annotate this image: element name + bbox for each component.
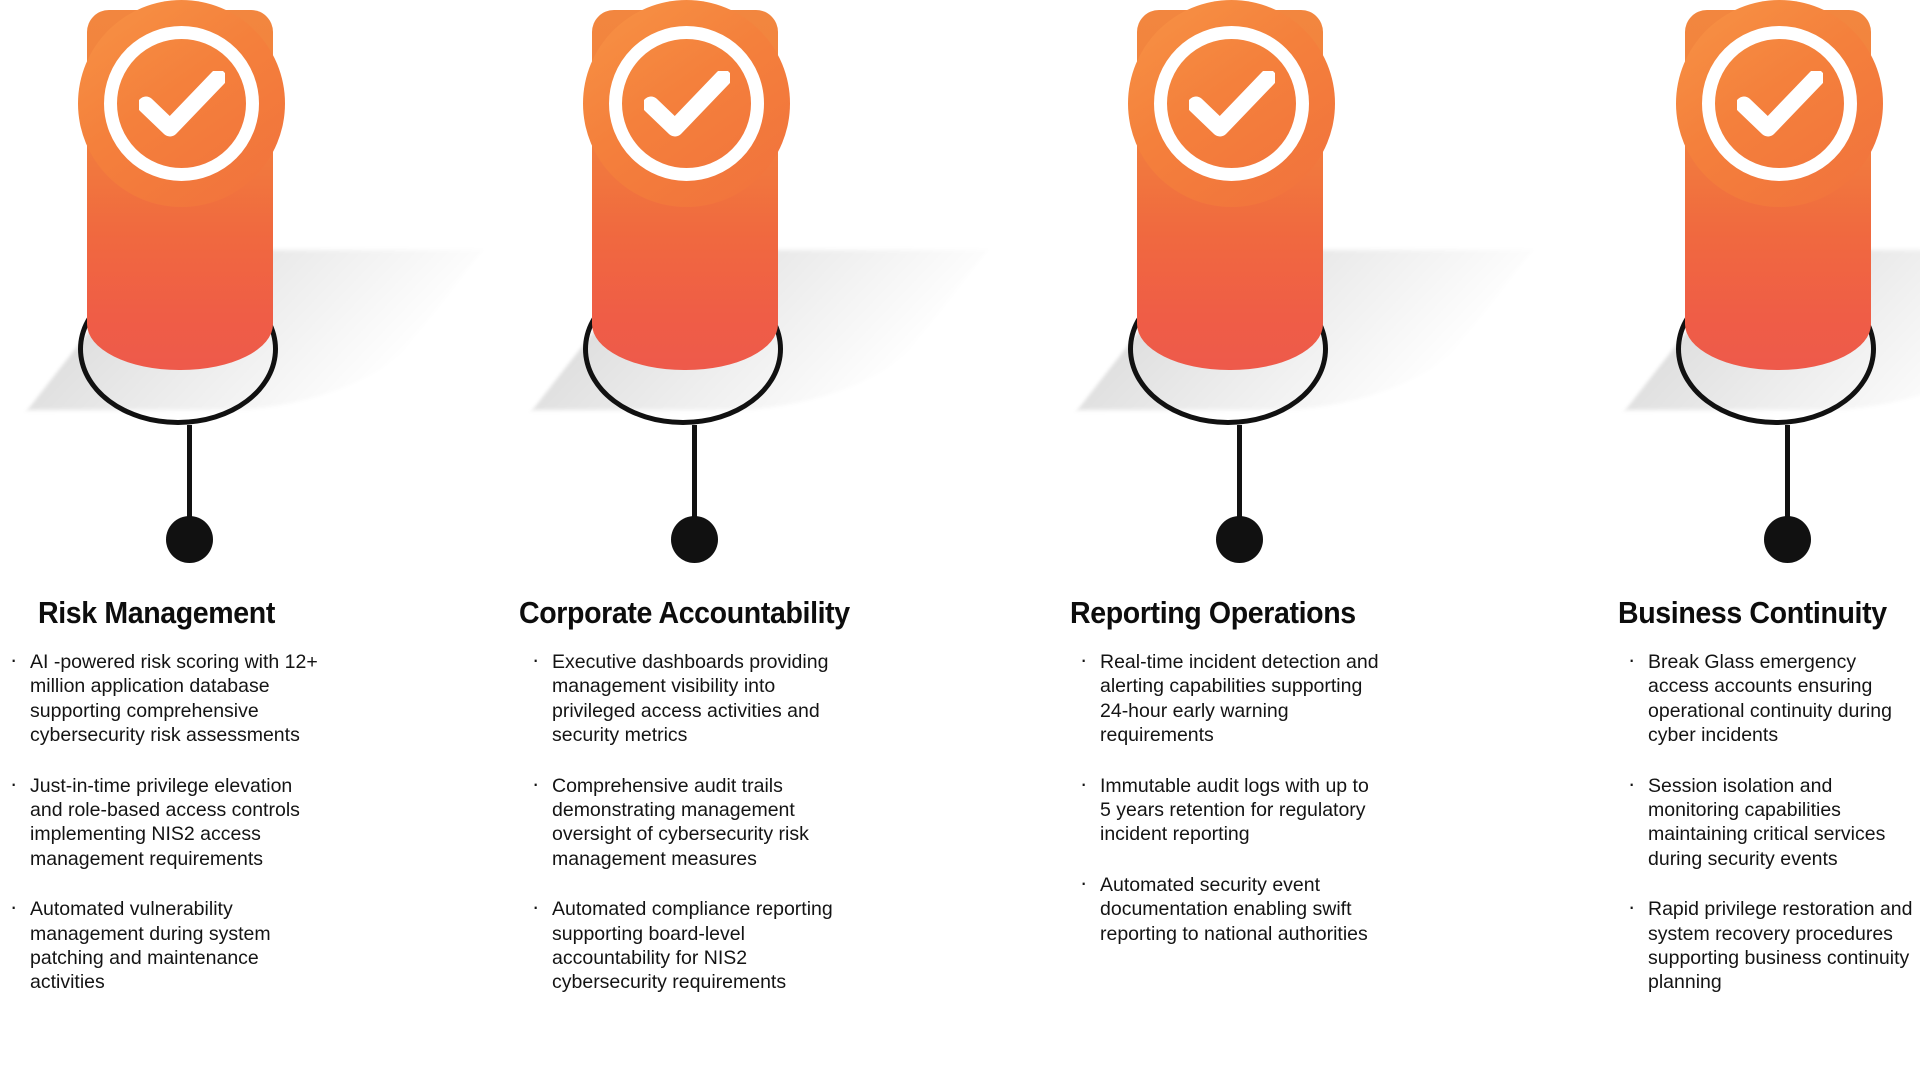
check-mark-icon (139, 71, 225, 137)
list-item: · Rapid privilege restoration and system recovery procedures supporting business continuity planning (1626, 897, 1916, 995)
check-circle-icon (583, 0, 790, 207)
column-title: Corporate Accountability (519, 595, 850, 630)
marker-stem (187, 425, 192, 525)
list-item: · Automated vulnerability management during system patching and maintenance activities (8, 897, 318, 995)
column-bullet-list (1626, 650, 1916, 1021)
marker-stem (692, 425, 697, 525)
list-item: · Immutable audit logs with up to 5 years retention for regulatory incident reporting (1078, 774, 1383, 847)
marker-stem (1785, 425, 1790, 525)
check-mark-icon (644, 71, 730, 137)
marker-graphic (30, 0, 330, 580)
list-item: · Executive dashboards providing management visibility into privileged access activities and security metrics (530, 650, 842, 748)
list-item: · Comprehensive audit trails demonstrating management oversight of cybersecurity risk management measures (530, 774, 842, 872)
column-title: Risk Management (38, 595, 275, 630)
check-circle-icon (1128, 0, 1335, 207)
marker-dot (671, 516, 718, 563)
check-circle-inner (1154, 26, 1309, 181)
column-title: Business Continuity (1618, 595, 1887, 630)
marker-graphic (1628, 0, 1920, 580)
list-item: · Automated compliance reporting supporting board-level accountability for NIS2 cybersecurity requirements (530, 897, 842, 995)
marker-dot (1764, 516, 1811, 563)
infographic-column-risk-management (0, 0, 430, 1080)
infographic-column-reporting-operations (1050, 0, 1480, 1080)
check-mark-icon (1189, 71, 1275, 137)
column-bullet-list (8, 650, 318, 1021)
check-circle-icon (78, 0, 285, 207)
marker-dot (1216, 516, 1263, 563)
check-circle-inner (104, 26, 259, 181)
list-item: · Just-in-time privilege elevation and role-based access controls implementing NIS2 access management requirements (8, 774, 318, 872)
marker-stem (1237, 425, 1242, 525)
column-title: Reporting Operations (1070, 595, 1356, 630)
infographic-column-corporate-accountability (505, 0, 935, 1080)
column-bullet-list (1078, 650, 1383, 972)
list-item: · Automated security event documentation enabling swift reporting to national authorities (1078, 873, 1383, 946)
marker-graphic (535, 0, 835, 580)
list-item: · Break Glass emergency access accounts ensuring operational continuity during cyber incidents (1626, 650, 1916, 748)
list-item: · Session isolation and monitoring capabilities maintaining critical services during security events (1626, 774, 1916, 872)
check-mark-icon (1737, 71, 1823, 137)
check-circle-icon (1676, 0, 1883, 207)
list-item: · Real-time incident detection and alerting capabilities supporting 24-hour early warning requirements (1078, 650, 1383, 748)
check-circle-inner (1702, 26, 1857, 181)
column-bullet-list (530, 650, 842, 1021)
list-item: · AI -powered risk scoring with 12+ million application database supporting comprehensive cybersecurity risk assessments (8, 650, 318, 748)
infographic-column-business-continuity (1598, 0, 1920, 1080)
marker-dot (166, 516, 213, 563)
marker-graphic (1080, 0, 1380, 580)
check-circle-inner (609, 26, 764, 181)
